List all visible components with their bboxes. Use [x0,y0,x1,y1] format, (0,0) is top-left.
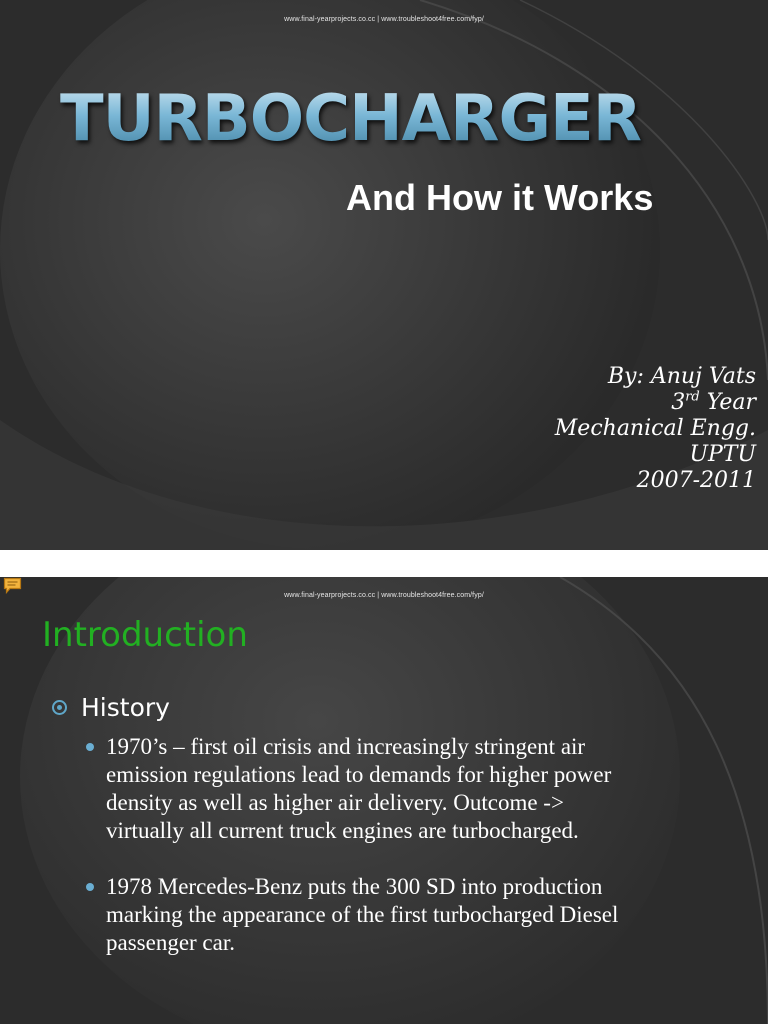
history-heading [52,693,170,722]
slide-title: Introduction [42,615,248,655]
watermark-text: www.final-yearprojects.co.cc | www.troubleshoot4free.com/fyp/ [284,16,484,23]
watermark-text: www.final-yearprojects.co.cc | www.troubleshoot4free.com/fyp/ [284,592,484,599]
byline-department: Mechanical Engg. [554,416,756,441]
byline-session: 2007-2011 [636,468,756,493]
byline-year [555,390,756,416]
circle-bullet-icon [52,700,67,715]
slide-separator [0,550,768,577]
byline-year-word: Year [699,390,756,415]
history-label: History [81,693,170,722]
byline-author: By: Anuj Vats [607,364,756,389]
author-byline [555,364,756,494]
list-item: 1970’s – first oil crisis and increasingly stringent air emission regulations lead to demands for higher power density as well as higher air delivery. Outcome -> virtually all current truck engines are turbocharged. [84,733,644,845]
introduction-slide [0,577,768,1024]
slide-subtitle: And How it Works [346,177,654,218]
byline-year-ordinal: rd [685,389,700,405]
list-item: 1978 Mercedes-Benz puts the 300 SD into production marking the appearance of the first turbocharged Diesel passenger car. [84,873,644,957]
history-bullet-list [84,733,644,985]
byline-university: UPTU [689,442,756,467]
comment-icon[interactable] [3,577,22,594]
byline-year-number: 3 [671,390,686,415]
slide-title: TURBOCHARGER [60,82,641,156]
